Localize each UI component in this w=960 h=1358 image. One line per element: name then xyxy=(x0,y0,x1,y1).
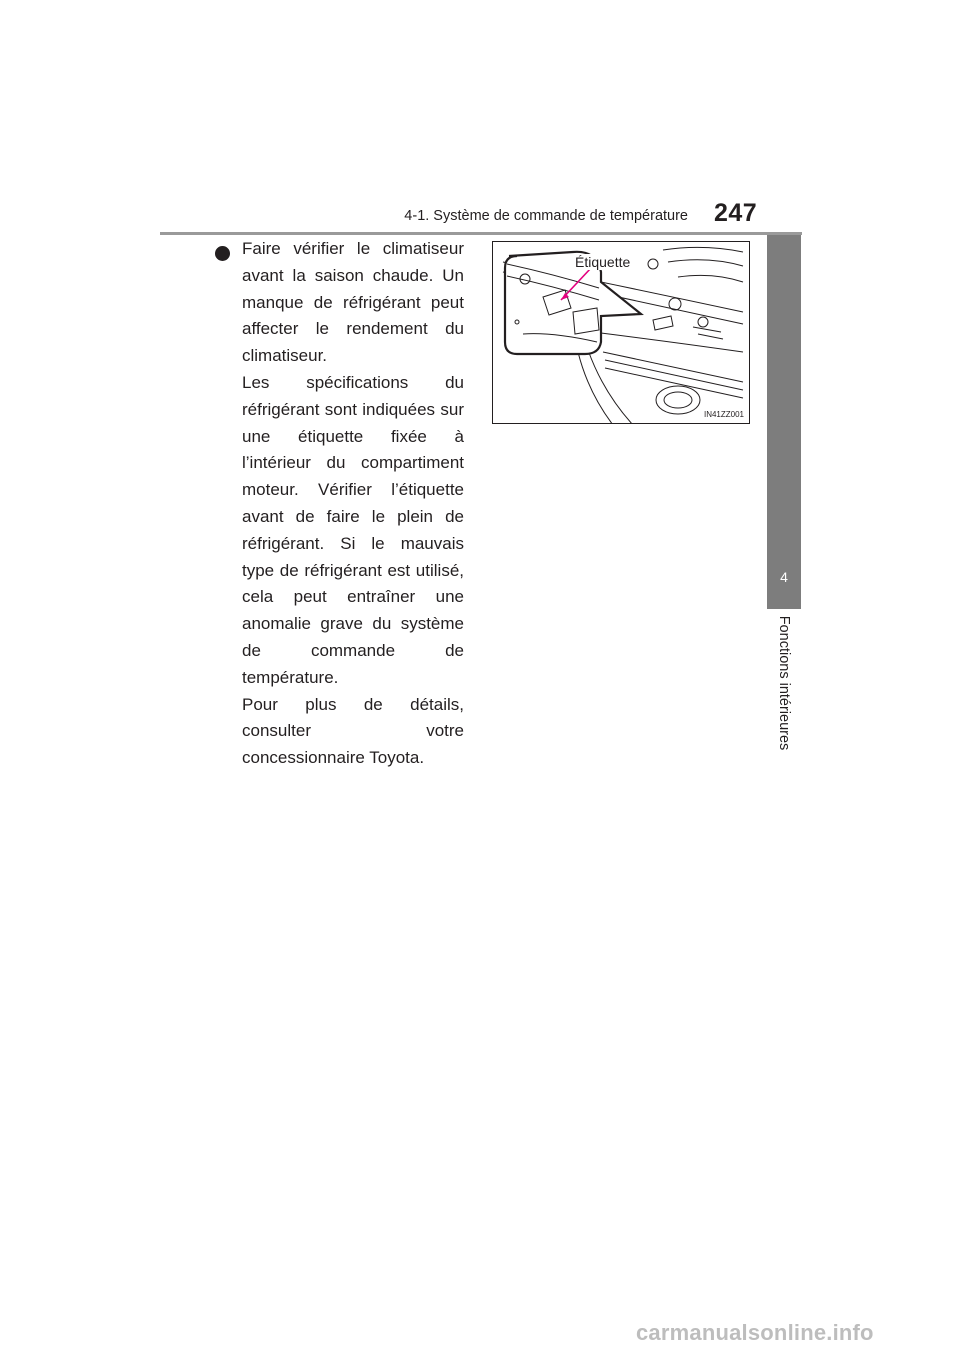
chapter-number: 4 xyxy=(780,569,788,585)
chapter-title-tab xyxy=(767,613,801,753)
watermark: carmanualsonline.info xyxy=(636,1320,874,1345)
body-text xyxy=(242,236,464,772)
figure-callout-label: Étiquette xyxy=(575,254,631,270)
paragraph-checkup: Faire vérifier le climatiseur avant la saison chaude. Un manque de réfrigérant peut affecter le rendement du climatiseur. xyxy=(242,239,464,366)
header-rule xyxy=(160,232,802,235)
paragraph-dealer: Pour plus de détails, consulter votre concessionnaire Toyota. xyxy=(242,694,464,768)
engine-compartment-figure xyxy=(492,241,750,424)
paragraph-refrigerant-specs: Les spécifications du réfrigérant sont indiquées sur une étiquette fixée à l’intérieur du compartiment moteur. Vérifier l’étiquette avant de faire le plein de réfrigérant. Si le mauvais type de réfrigérant est utilisé, cela peut entraîner une anomalie grave du système de commande de température. xyxy=(242,372,464,687)
figure-code: IN41ZZ001 xyxy=(703,410,744,419)
chapter-title: Fonctions intérieures xyxy=(776,615,792,751)
chapter-tab xyxy=(767,235,801,609)
bullet-icon xyxy=(215,246,230,261)
page-number: 247 xyxy=(714,199,758,227)
section-title: 4-1. Système de commande de température xyxy=(404,208,688,224)
